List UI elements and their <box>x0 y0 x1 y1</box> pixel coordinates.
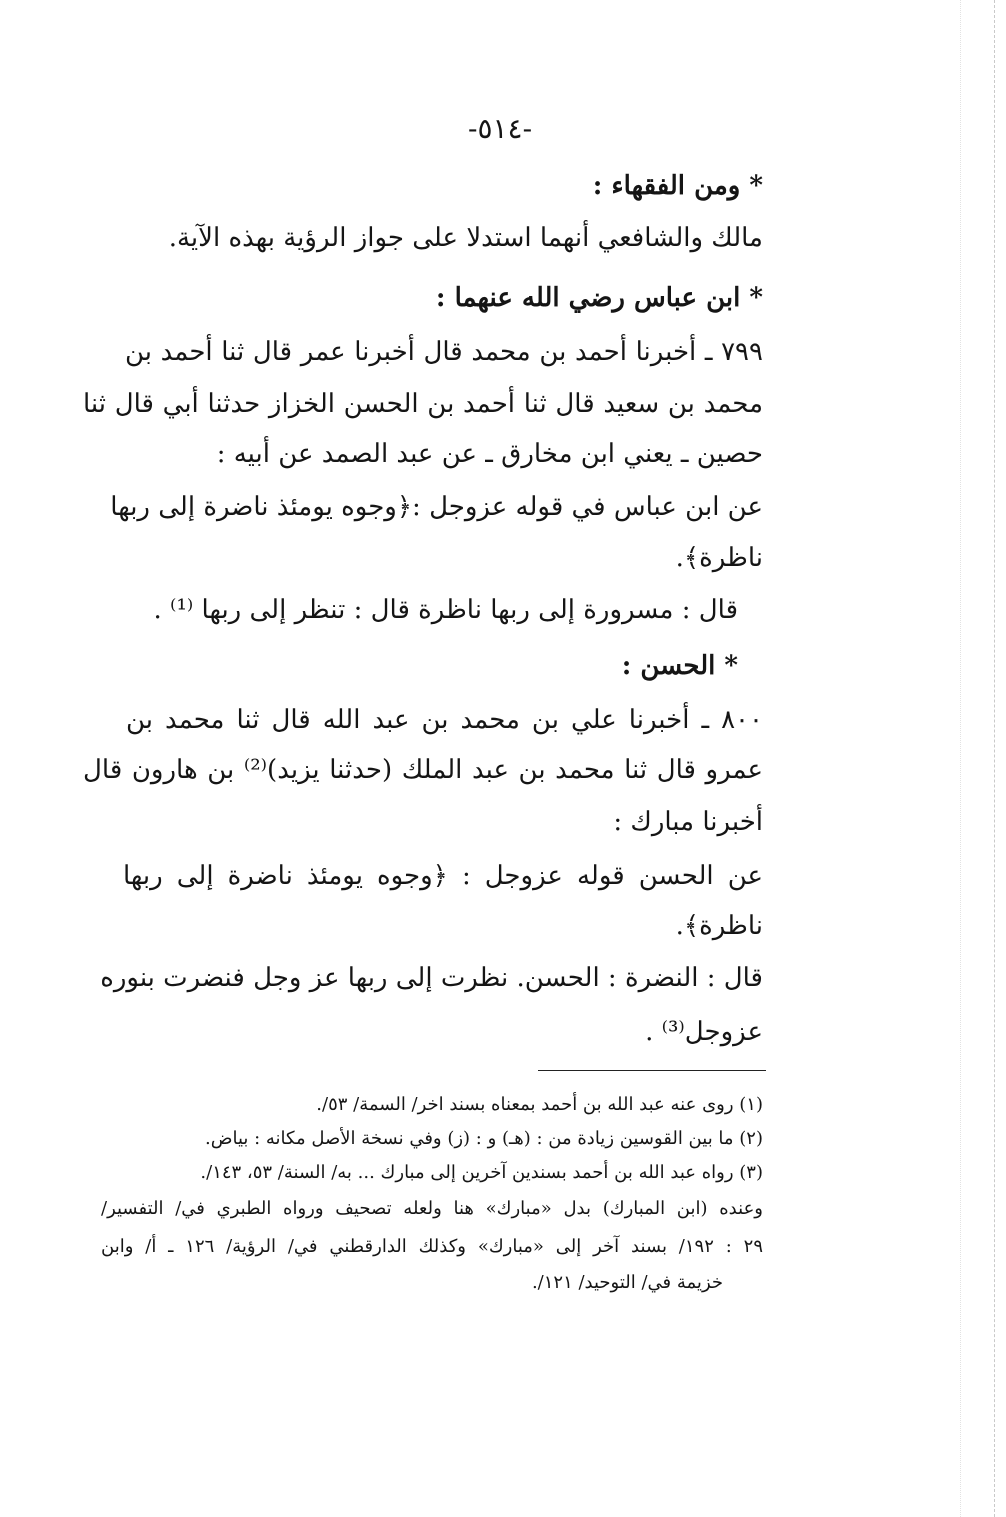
hadith-799-line-3: حصين ـ يعني ابن مخارق ـ عن عبد الصمد عن أبيه : <box>216 439 763 469</box>
scan-edge-shadow <box>960 0 962 1517</box>
hadith-800-text-1: عن الحسن قوله عزوجل : ﴿وجوه يومئذ ناضرة إلى ربها <box>123 861 763 891</box>
footnote-3-line-4: خزيمة في/ التوحيد/ ١٢١/. <box>531 1272 723 1293</box>
hadith-799-qal: قال : مسرورة إلى ربها ناظرة قال : تنظر إلى ربها ⁽¹⁾ . <box>153 595 738 625</box>
hadith-800-qal-2: عزوجل⁽³⁾ . <box>645 1017 763 1047</box>
hadith-799-text-2: ناظرة﴾. <box>675 543 763 573</box>
footnote-3-line-3: ٢٩ : ١٩٢/ بسند آخر إلى «مبارك» وكذلك الدارقطني في/ الرؤية/ ١٢٦ ـ أ/ وابن <box>101 1236 763 1257</box>
hadith-800-line-1: ٨٠٠ ـ أخبرنا علي بن محمد بن عبد الله قال ثنا محمد بن <box>126 705 763 735</box>
hasan-heading: * الحسن : <box>621 651 738 681</box>
fuqaha-heading: * ومن الفقهاء : <box>592 171 763 201</box>
fuqaha-text: مالك والشافعي أنهما استدلا على جواز الرؤية بهذه الآية. <box>168 223 763 253</box>
footnote-1: (١) روى عنه عبد الله بن أحمد بمعناه بسند اخر/ السمة/ ٥٣/. <box>316 1094 763 1115</box>
footnote-3-line-2: وعنده (ابن المبارك) بدل «مبارك» هنا ولعله تصحيف ورواه الطبري في/ التفسير/ <box>101 1198 763 1219</box>
footnote-2: (٢) ما بين القوسين زيادة من : (هـ) و : (ز) وفي نسخة الأصل مكانه : بياض. <box>204 1128 763 1149</box>
scan-edge-line <box>994 0 996 1517</box>
hadith-800-qal-1: قال : النضرة : الحسن. نظرت إلى ربها عز وجل فنضرت بنوره <box>100 963 763 993</box>
page-number: -٥١٤- <box>467 112 533 145</box>
hadith-800-line-3: أخبرنا مبارك : <box>613 807 763 837</box>
hadith-799-text-1: عن ابن عباس في قوله عزوجل :﴿وجوه يومئذ ناضرة إلى ربها <box>110 492 763 522</box>
ibn-abbas-heading: * ابن عباس رضي الله عنهما : <box>435 283 763 313</box>
hadith-799-line-1: ٧٩٩ ـ أخبرنا أحمد بن محمد قال أخبرنا عمر قال ثنا أحمد بن <box>125 337 763 367</box>
hadith-800-text-2: ناظرة﴾. <box>675 911 763 941</box>
footnote-3-line-1: (٣) رواه عبد الله بن أحمد بسندين آخرين إلى مبارك ... به/ السنة/ ٥٣، ١٤٣/. <box>200 1162 763 1183</box>
hadith-799-line-2: محمد بن سعيد قال ثنا أحمد بن الحسن الخزاز حدثنا أبي قال ثنا <box>83 389 763 419</box>
footnote-separator <box>538 1070 766 1071</box>
hadith-800-line-2: عمرو قال ثنا محمد بن عبد الملك (حدثنا يزيد)⁽²⁾ بن هارون قال <box>83 755 763 785</box>
